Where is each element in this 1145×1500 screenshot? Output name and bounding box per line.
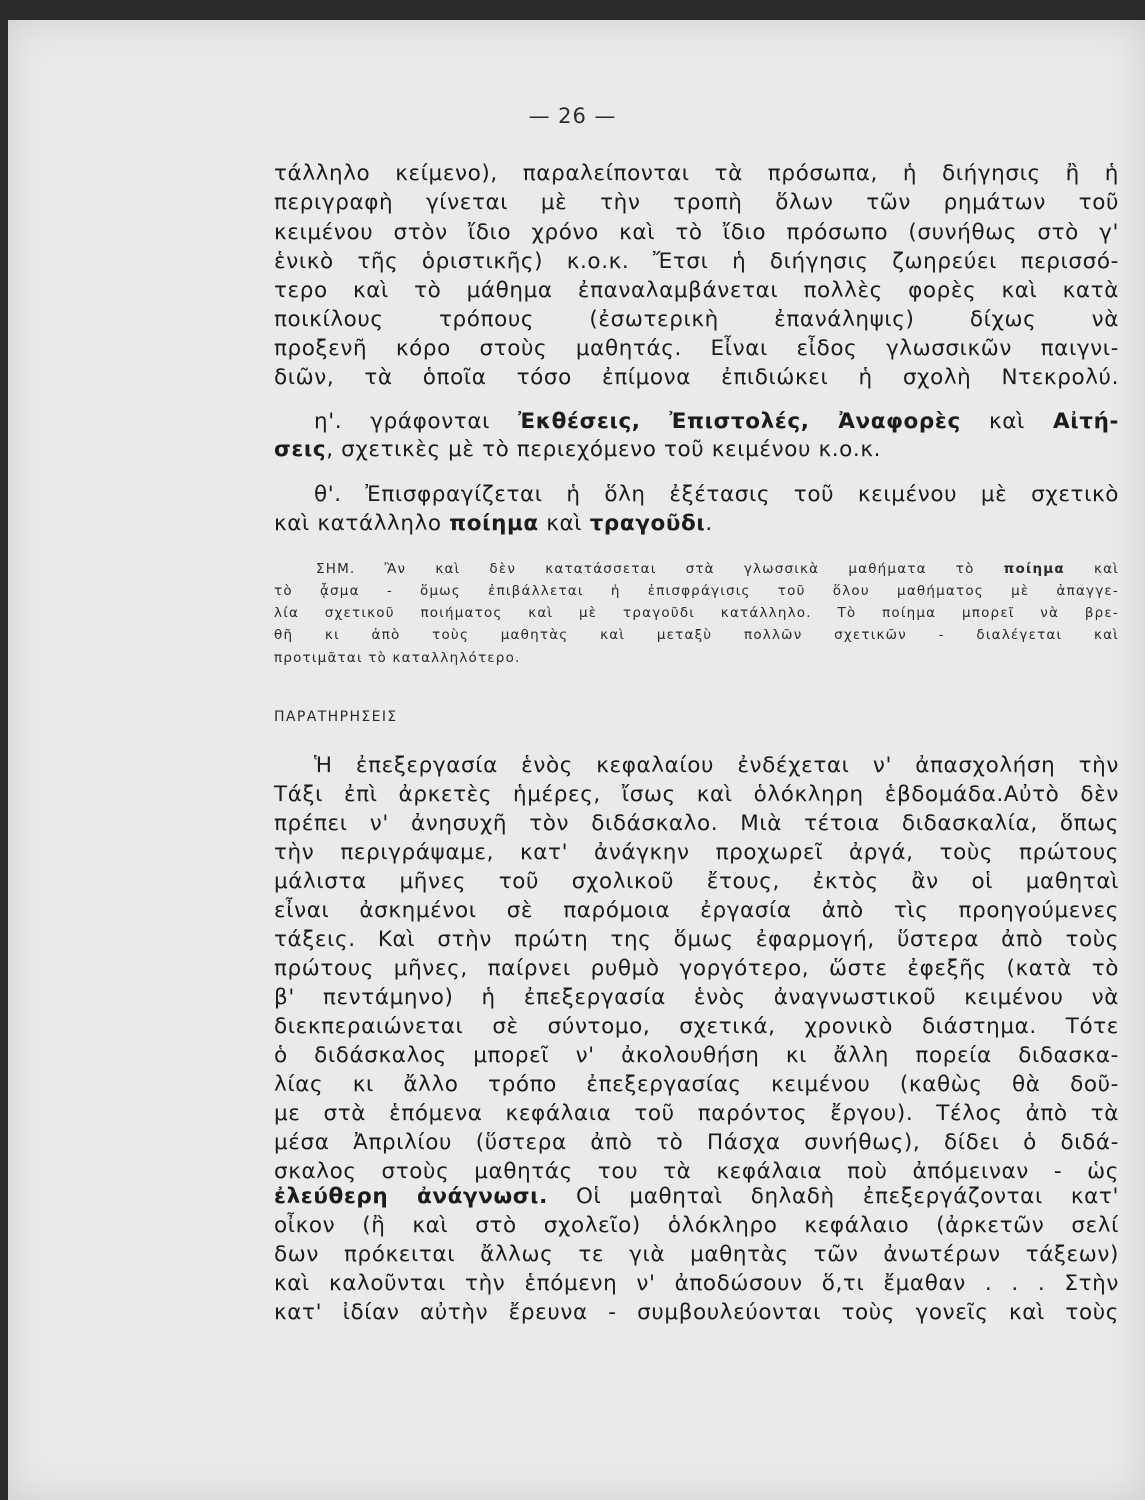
item-eta-bold-terms: Ἐκθέσεις, Ἐπιστολές, Ἀναφορὲς — [518, 409, 961, 434]
body-line: οἶκον (ἢ καὶ στὸ σχολεῖο) ὁλόκληρο κεφάλαιο (ἀρκετῶν σελί — [274, 1213, 1119, 1238]
body-line: μάλιστα μῆνες τοῦ σχολικοῦ ἔτους, ἐκτὸς ἂν οἱ μαθηταὶ — [274, 869, 1119, 894]
body-line-rest: Οἱ μαθηταὶ δηλαδὴ ἐπεξεργάζονται κατ' — [547, 1184, 1119, 1209]
body-line: καὶ καλοῦνται τὴν ἑπόμενη ν' ἀποδώσουν ὅ,τι ἔμαθαν . . . Στὴν — [274, 1271, 1119, 1296]
note-line1 — [316, 561, 1119, 577]
body-line: προξενῆ κόρο στοὺς μαθητάς. Εἶναι εἶδος γλωσσικῶν παιγνι- — [274, 336, 1119, 361]
section-heading: ΠΑΡΑΤΗΡΗΣΕΙΣ — [274, 709, 398, 725]
item-theta-poem: ποίημα — [449, 511, 539, 536]
body-line: σκαλος στοὺς μαθητάς του τὰ κεφάλαια ποὺ ἀπόμειναν - ὡς — [274, 1159, 1119, 1184]
body-line: εἶναι ἀσκημένοι σὲ παρόμοια ἐργασία ἀπὸ τὶς προηγούμενες — [274, 898, 1119, 923]
body-line: τάλληλο κείμενο), παραλείπονται τὰ πρόσωπα, ἡ διήγησις ἢ ἡ — [274, 161, 1119, 186]
body-line: δων πρόκειται ἄλλως τε γιὰ μαθητὰς τῶν ἀνωτέρων τάξεων) — [274, 1242, 1119, 1267]
note-line: θῆ κι ἀπὸ τοὺς μαθητὰς καὶ μεταξὺ πολλῶν σχετικῶν - διαλέγεται καὶ — [274, 627, 1119, 643]
item-eta-prefix: η'. γράφονται — [314, 409, 519, 434]
body-line: πρώτους μῆνες, παίρνει ρυθμὸ γοργότερο, ὥστε ἐφεξῆς (κατὰ τὸ — [274, 956, 1119, 981]
body-line: τὴν περιγράψαμε, κατ' ἀνάγκην προχωρεῖ ἀργά, τοὺς πρώτους — [274, 840, 1119, 865]
body-line: κειμένου στὸν ἴδιο χρόνο καὶ τὸ ἴδιο πρόσωπο (συνήθως στὸ γ' — [274, 220, 1119, 245]
body-line: με στὰ ἑπόμενα κεφάλαια τοῦ παρόντος ἔργου). Τέλος ἀπὸ τὰ — [274, 1101, 1119, 1126]
note-end: καὶ — [1064, 561, 1119, 577]
body-line: κατ' ἰδίαν αὐτὴν ἔρευνα - συμβουλεύονται τοὺς γονεῖς καὶ τοὺς — [274, 1300, 1119, 1325]
body-line: Ἡ ἐπεξεργασία ἑνὸς κεφαλαίου ἐνδέχεται ν' ἀπασχολήση τὴν — [314, 753, 1119, 778]
body-line: τερο καὶ τὸ μάθημα ἐπαναλαμβάνεται πολλὲς φορὲς καὶ κατὰ — [274, 278, 1119, 303]
item-theta-end: . — [705, 511, 713, 536]
note-bold-term: ποίημα — [1003, 561, 1065, 577]
body-line: διῶν, τὰ ὁποῖα τόσο ἐπίμονα ἐπιδιώκει ἡ σχολὴ Ντεκρολύ. — [274, 365, 1119, 390]
body-line: ποικίλους τρόπους (ἐσωτερικὴ ἐπανάληψις) δίχως νὰ — [274, 307, 1119, 332]
note-prefix: ΣΗΜ. Ἂν καὶ δὲν κατατάσσεται στὰ γλωσσικὰ μαθήματα τὸ — [316, 561, 1004, 577]
free-reading-term: ἐλεύθερη ἀνάγνωσι. — [274, 1184, 548, 1209]
body-line: τάξεις. Καὶ στὴν πρώτη της ὅμως ἐφαρμογή, ὕστερα ἀπὸ τοὺς — [274, 927, 1119, 952]
item-eta-connector: καὶ — [960, 409, 1054, 434]
note-line: τὸ ᾆσμα - ὅμως ἐπιβάλλεται ἡ ἐπισφράγισις τοῦ ὅλου μαθήματος μὲ ἀπαγγε- — [274, 583, 1119, 599]
body-line: β' πεντάμηνο) ἡ ἐπεξεργασία ἑνὸς ἀναγνωστικοῦ κειμένου νὰ — [274, 985, 1119, 1010]
note-line: προτιμᾶται τὸ καταλληλότερο. — [274, 650, 521, 666]
body-line: ὁ διδάσκαλος μπορεῖ ν' ἀκολουθήση κι ἄλλη πορεία διδασκα- — [274, 1043, 1119, 1068]
item-theta-connector: καὶ — [538, 511, 590, 536]
item-eta-bold-term: Αἰτή- — [1053, 409, 1119, 434]
body-line: ἑνικὸ τῆς ὁριστικῆς) κ.ο.κ. Ἔτσι ἡ διήγησις ζωηρεύει περισσό- — [274, 249, 1119, 274]
item-eta-line2 — [274, 437, 1119, 462]
body-line: Τάξι ἐπὶ ἀρκετὲς ἡμέρες, ἴσως καὶ ὁλόκληρη ἑβδομάδα.Αὐτὸ δὲν — [274, 782, 1119, 807]
body-line: λίας κι ἄλλο τρόπο ἐπεξεργασίας κειμένου (καθὼς θὰ δοῦ- — [274, 1072, 1119, 1097]
note-line: λία σχετικοῦ ποιήματος καὶ μὲ τραγοῦδι κατάλληλο. Τὸ ποίημα μπορεῖ νὰ βρε- — [274, 605, 1119, 621]
item-theta-line2 — [274, 511, 1119, 536]
item-eta-line1 — [314, 409, 1119, 434]
body-line: διεκπεραιώνεται σὲ σύντομο, σχετικά, χρονικὸ διάστημα. Τότε — [274, 1014, 1119, 1039]
body-line: πρέπει ν' ἀνησυχῆ τὸν διδάσκαλο. Μιὰ τέτοια διδασκαλία, ὅπως — [274, 811, 1119, 836]
item-eta-rest: , σχετικὲς μὲ τὸ περιεχόμενο τοῦ κειμένου κ.ο.κ. — [326, 437, 882, 462]
item-theta-prefix: καὶ κατάλληλο — [274, 511, 450, 536]
item-theta-song: τραγοῦδι — [589, 511, 706, 536]
item-eta-bold-end: σεις — [274, 437, 327, 462]
item-theta-line1: θ'. Ἐπισφραγίζεται ἡ ὅλη ἐξέτασις τοῦ κειμένου μὲ σχετικὸ — [314, 482, 1119, 507]
page-number: — 26 — — [528, 104, 617, 128]
body-line: περιγραφὴ γίνεται μὲ τὴν τροπὴ ὅλων τῶν ρημάτων τοῦ — [274, 190, 1119, 215]
body-line: μέσα Ἀπριλίου (ὕστερα ἀπὸ τὸ Πάσχα συνήθως), δίδει ὁ διδά- — [274, 1130, 1119, 1155]
body-line-with-bold — [274, 1184, 1119, 1209]
